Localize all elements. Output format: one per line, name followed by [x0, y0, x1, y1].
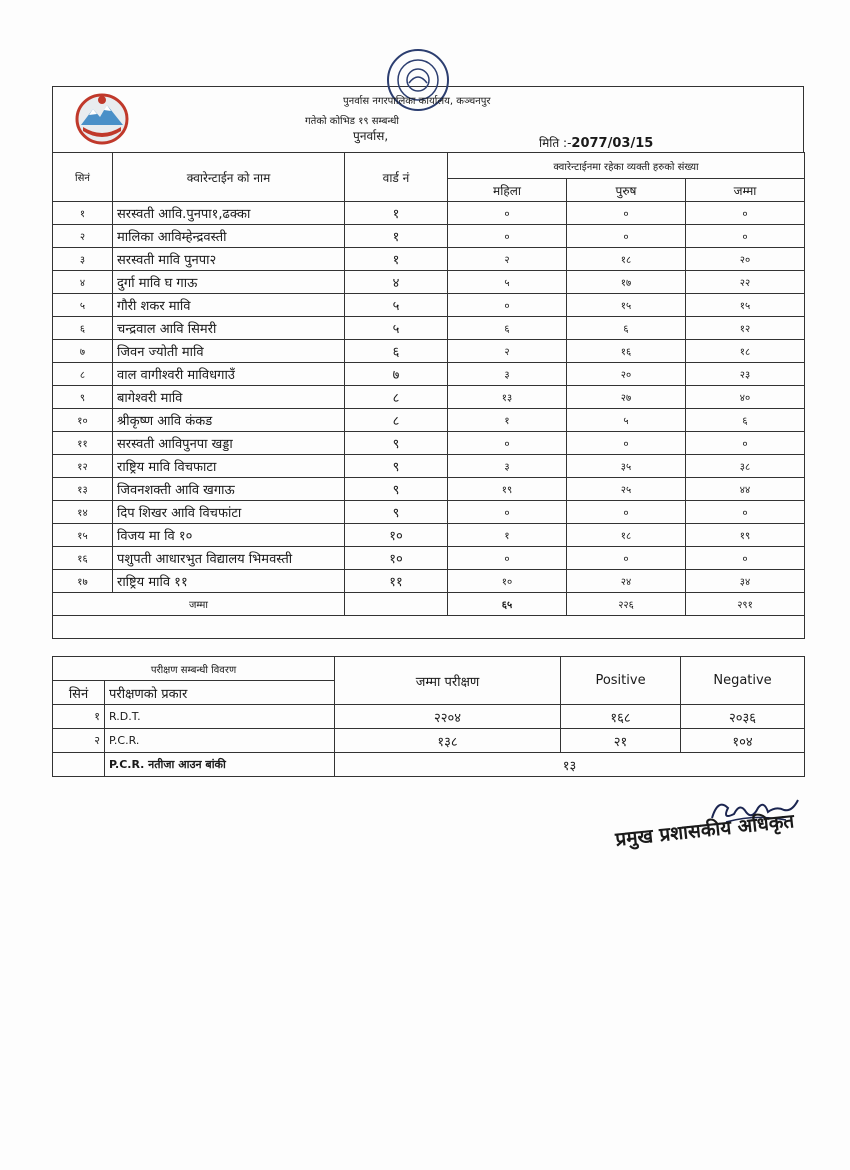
row-name: वाल वागीश्वरी माविधगाउँ: [113, 363, 345, 386]
tests-table: [52, 656, 805, 777]
row-name: मालिका आविम्हेन्द्रवस्ती: [113, 225, 345, 248]
row-sn: १: [53, 202, 113, 225]
row-male: १८: [567, 248, 686, 271]
col-header-name: क्वारेन्टाईन को नाम: [113, 153, 345, 202]
quarantine-table: [52, 152, 805, 639]
row-name: विजय मा वि १०: [113, 524, 345, 547]
tests-col-negative: Negative: [681, 657, 805, 705]
table-row: [53, 570, 805, 593]
row-male: २०: [567, 363, 686, 386]
row-total: ४४: [686, 478, 805, 501]
table-row: [53, 294, 805, 317]
row-ward: ८: [345, 386, 448, 409]
row-male: ६: [567, 317, 686, 340]
total-male: २२६: [567, 593, 686, 616]
table-row: [53, 432, 805, 455]
header-subtitle: गतेको कोभिड १९ सम्बन्धी: [305, 116, 400, 127]
table-row: [53, 409, 805, 432]
row-total: ३४: [686, 570, 805, 593]
row-name: राष्ट्रिय मावि विचफाटा: [113, 455, 345, 478]
table-row: [53, 478, 805, 501]
row-male: १८: [567, 524, 686, 547]
col-header-group: क्वारेन्टाईनमा रहेका व्यक्ती हरुको संख्या: [448, 153, 805, 179]
row-female: ५: [448, 271, 567, 294]
tests-col-sn: सिनं: [53, 681, 105, 705]
row-ward: ९: [345, 432, 448, 455]
row-sn: १२: [53, 455, 113, 478]
row-male: २५: [567, 478, 686, 501]
total-female: ६५: [448, 593, 567, 616]
row-male: ३५: [567, 455, 686, 478]
row-male: १६: [567, 340, 686, 363]
pending-sn-empty: [53, 753, 105, 777]
row-female: २: [448, 340, 567, 363]
row-female: १०: [448, 570, 567, 593]
row-female: ३: [448, 363, 567, 386]
row-female: १३: [448, 386, 567, 409]
col-header-male: पुरुष: [567, 179, 686, 202]
table-row: [53, 455, 805, 478]
row-total: २२: [686, 271, 805, 294]
table-row: [53, 363, 805, 386]
row-female: ०: [448, 547, 567, 570]
table-row: [53, 225, 805, 248]
row-sn: ११: [53, 432, 113, 455]
row-name: दुर्गा मावि घ गाऊ: [113, 271, 345, 294]
total-row: [53, 593, 805, 616]
row-sn: ९: [53, 386, 113, 409]
row-total: १८: [686, 340, 805, 363]
row-female: ०: [448, 294, 567, 317]
row-sn: १७: [53, 570, 113, 593]
row-male: १७: [567, 271, 686, 294]
date-label: मिति :-: [539, 136, 572, 150]
row-total: ०: [686, 225, 805, 248]
row-male: २४: [567, 570, 686, 593]
row-name: बागेश्वरी मावि: [113, 386, 345, 409]
row-female: २: [448, 248, 567, 271]
table-row: [53, 202, 805, 225]
row-sn: ४: [53, 271, 113, 294]
table-row: [53, 501, 805, 524]
row-total: ०: [686, 501, 805, 524]
test-negative: २०३६: [681, 705, 805, 729]
row-ward: १०: [345, 547, 448, 570]
row-total: ०: [686, 202, 805, 225]
row-male: ०: [567, 225, 686, 248]
row-total: ६: [686, 409, 805, 432]
test-type: R.D.T.: [105, 705, 335, 729]
total-all: २९१: [686, 593, 805, 616]
row-total: १९: [686, 524, 805, 547]
row-ward: १: [345, 248, 448, 271]
row-sn: १०: [53, 409, 113, 432]
row-male: ०: [567, 202, 686, 225]
row-name: जिवनशक्ती आवि खगाऊ: [113, 478, 345, 501]
test-sn: २: [53, 729, 105, 753]
row-ward: ४: [345, 271, 448, 294]
row-female: ०: [448, 225, 567, 248]
table-row: [53, 340, 805, 363]
row-ward: १०: [345, 524, 448, 547]
row-male: २७: [567, 386, 686, 409]
table-row: [53, 248, 805, 271]
row-name: जिवन ज्योती मावि: [113, 340, 345, 363]
signature-block: [608, 790, 808, 870]
table-row: [53, 524, 805, 547]
row-name: दिप शिखर आवि विचफांटा: [113, 501, 345, 524]
row-name: सरस्वती मावि पुनपा२: [113, 248, 345, 271]
row-sn: १३: [53, 478, 113, 501]
row-name: सरस्वती आविपुनपा खड्डा: [113, 432, 345, 455]
report-date: [539, 134, 653, 151]
row-male: १५: [567, 294, 686, 317]
tests-col-positive: Positive: [561, 657, 681, 705]
tests-section-title: परीक्षण सम्बन्धी विवरण: [53, 657, 335, 681]
row-ward: ७: [345, 363, 448, 386]
test-sn: १: [53, 705, 105, 729]
row-total: ०: [686, 547, 805, 570]
col-header-ward: वार्ड नं: [345, 153, 448, 202]
document-header: [52, 86, 804, 153]
row-total: २३: [686, 363, 805, 386]
row-name: राष्ट्रिय मावि ११: [113, 570, 345, 593]
row-male: ०: [567, 501, 686, 524]
row-sn: ७: [53, 340, 113, 363]
col-header-sn: सिनं: [53, 153, 113, 202]
row-female: १: [448, 524, 567, 547]
row-sn: १५: [53, 524, 113, 547]
test-row: [53, 705, 805, 729]
row-sn: १४: [53, 501, 113, 524]
row-sn: १६: [53, 547, 113, 570]
table-row: [53, 386, 805, 409]
row-ward: ११: [345, 570, 448, 593]
row-female: ०: [448, 432, 567, 455]
row-sn: ५: [53, 294, 113, 317]
row-female: ६: [448, 317, 567, 340]
row-sn: ८: [53, 363, 113, 386]
row-ward: ९: [345, 478, 448, 501]
row-female: १९: [448, 478, 567, 501]
total-ward-empty: [345, 593, 448, 616]
test-negative: १०४: [681, 729, 805, 753]
row-male: ०: [567, 432, 686, 455]
date-value: 2077/03/15: [571, 136, 654, 151]
row-female: ०: [448, 202, 567, 225]
table-row: [53, 317, 805, 340]
row-ward: १: [345, 202, 448, 225]
row-ward: ६: [345, 340, 448, 363]
pending-value: १३: [335, 753, 805, 777]
col-header-female: महिला: [448, 179, 567, 202]
row-ward: ५: [345, 294, 448, 317]
test-type: P.C.R.: [105, 729, 335, 753]
test-total: १३८: [335, 729, 561, 753]
row-sn: ६: [53, 317, 113, 340]
header-place: पुनर्वास,: [353, 129, 389, 143]
row-name: पशुपती आधारभुत विद्यालय भिमवस्ती: [113, 547, 345, 570]
pending-row: [53, 753, 805, 777]
pending-label: P.C.R. नतीजा आउन बांकी: [105, 753, 335, 777]
row-male: ५: [567, 409, 686, 432]
document-frame: [52, 86, 804, 784]
spacer-row: [53, 616, 805, 639]
row-total: ०: [686, 432, 805, 455]
row-name: श्रीकृष्ण आवि कंकड: [113, 409, 345, 432]
test-positive: २१: [561, 729, 681, 753]
total-label: जम्मा: [53, 593, 345, 616]
row-female: १: [448, 409, 567, 432]
row-ward: ५: [345, 317, 448, 340]
row-name: सरस्वती आवि.पुनपा१,ढक्का: [113, 202, 345, 225]
row-female: ०: [448, 501, 567, 524]
row-sn: २: [53, 225, 113, 248]
row-total: २०: [686, 248, 805, 271]
row-total: १२: [686, 317, 805, 340]
row-male: ०: [567, 547, 686, 570]
table-row: [53, 271, 805, 294]
nepal-emblem-icon: [75, 93, 129, 145]
test-positive: १६८: [561, 705, 681, 729]
signature-title: प्रमुख प्रशासकीय अधिकृत: [614, 810, 796, 851]
row-name: गौरी शकर मावि: [113, 294, 345, 317]
row-total: ३८: [686, 455, 805, 478]
row-name: चन्द्रवाल आवि सिमरी: [113, 317, 345, 340]
row-sn: ३: [53, 248, 113, 271]
col-header-total: जम्मा: [686, 179, 805, 202]
row-ward: ८: [345, 409, 448, 432]
tests-col-type: परीक्षणको प्रकार: [105, 681, 335, 705]
row-female: ३: [448, 455, 567, 478]
test-row: [53, 729, 805, 753]
row-ward: ९: [345, 455, 448, 478]
test-total: २२०४: [335, 705, 561, 729]
row-ward: ९: [345, 501, 448, 524]
table-row: [53, 547, 805, 570]
row-total: ४०: [686, 386, 805, 409]
office-name: पुनर्वास नगरपालिका कार्यालय, कञ्चनपुर: [343, 96, 491, 107]
row-total: १५: [686, 294, 805, 317]
tests-col-total: जम्मा परीक्षण: [335, 657, 561, 705]
row-ward: १: [345, 225, 448, 248]
